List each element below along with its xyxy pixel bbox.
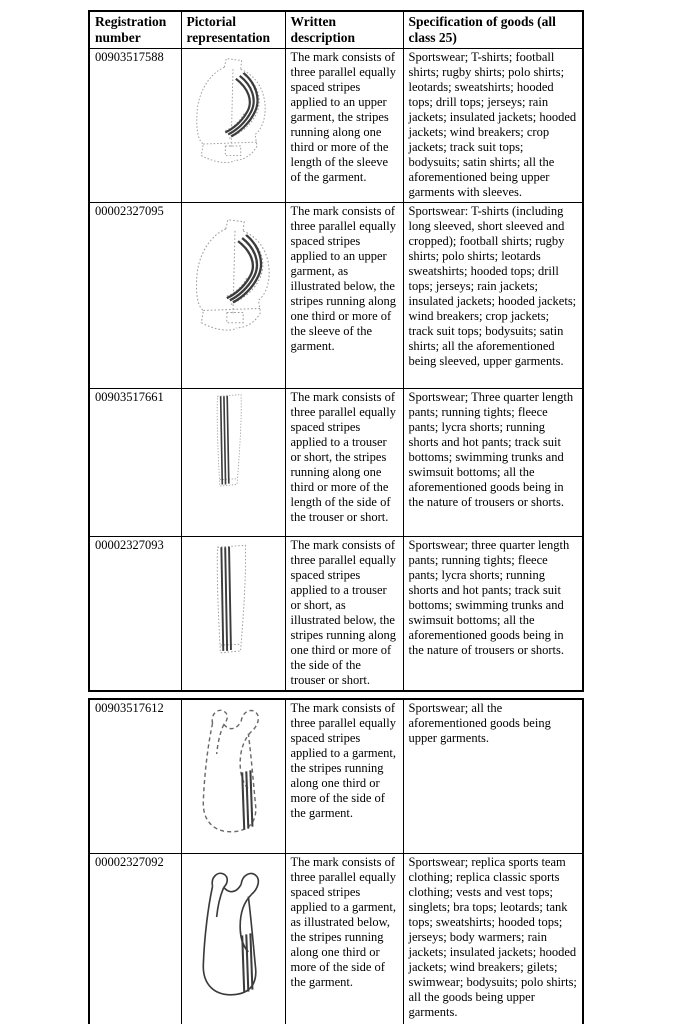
registration-number: 00002327092 — [89, 853, 181, 1024]
trademark-table-lower — [88, 698, 584, 1024]
vest-sketch-icon — [187, 858, 279, 1020]
vest-sketch-icon — [187, 704, 279, 848]
table-row — [89, 537, 583, 692]
table-row — [89, 49, 583, 203]
trouser-sketch-icon — [206, 541, 254, 661]
pictorial-cell — [181, 389, 285, 537]
specification: Sportswear: T-shirts (including long sleeved, short sleeved and cropped); football shirts; rugby shirts; polo shirts; leotards sweatshirts; hooded tops; drill tops; jerseys; rain jackets; insulated jackets; hooded jackets; wind breakers; crop jackets; track suit tops; bodysuits; satin shirts; all the aforementioned being sleeved, upper garments. — [403, 203, 583, 389]
pictorial-cell — [181, 537, 285, 692]
pictorial-cell — [181, 699, 285, 853]
registration-number: 00002327095 — [89, 203, 181, 389]
header-pictorial-representation: Pictorial representation — [181, 11, 285, 49]
pictorial-cell — [181, 853, 285, 1024]
written-description: The mark consists of three parallel equally spaced stripes applied to an upper garment, the stripes running along one third or more of the length of the sleeve of the garment. — [285, 49, 403, 203]
header-row — [89, 11, 583, 49]
written-description: The mark consists of three parallel equally spaced stripes applied to a garment, as illustrated below, the stripes running along one third or more of the side of the garment. — [285, 853, 403, 1024]
specification: Sportswear; three quarter length pants; running tights; fleece pants; lycra shorts; running shorts and hot pants; track suit bottoms; swimming trunks and swimsuit bottoms; all the aforementioned goods being in the nature of trousers or shorts. — [403, 537, 583, 692]
table-row — [89, 203, 583, 389]
written-description: The mark consists of three parallel equally spaced stripes applied to a trouser or short, the stripes running along one third or more of the length of the side of the trouser or short. — [285, 389, 403, 537]
table-row — [89, 699, 583, 853]
table-row — [89, 853, 583, 1024]
written-description: The mark consists of three parallel equally spaced stripes applied to a trouser or short, as illustrated below, the stripes running along one third or more of the side of the trouser or short. — [285, 537, 403, 692]
header-written-description: Written description — [285, 11, 403, 49]
header-registration-number: Registration number — [89, 11, 181, 49]
written-description: The mark consists of three parallel equally spaced stripes applied to an upper garment, as illustrated below, the stripes running along one third or more of the sleeve of the garment. — [285, 203, 403, 389]
jacket-sketch-icon — [184, 207, 286, 365]
specification: Sportswear; Three quarter length pants; running tights; fleece pants; lycra shorts; running shorts and hot pants; track suit bottoms; swimming trunks and swimsuit bottoms; all the aforementioned goods being in the nature of trousers or shorts. — [403, 389, 583, 537]
specification: Sportswear; all the aforementioned goods being upper garments. — [403, 699, 583, 853]
specification: Sportswear; T-shirts; football shirts; rugby shirts; polo shirts; leotards; sweatshirts; hooded tops; drill tops; jerseys; rain jackets; insulated jackets; hooded jackets; wind breakers; crop jackets; track suit tops; bodysuits; satin shirts; all the aforementioned being upper garments with sleeves. — [403, 49, 583, 203]
written-description: The mark consists of three parallel equally spaced stripes applied to a garment, the stripes running along one third or more of the side of the garment. — [285, 699, 403, 853]
pictorial-cell — [181, 203, 285, 389]
registration-number: 00903517588 — [89, 49, 181, 203]
table-row — [89, 389, 583, 537]
registration-number: 00002327093 — [89, 537, 181, 692]
registration-number: 00903517661 — [89, 389, 181, 537]
registration-number: 00903517612 — [89, 699, 181, 853]
trademark-tables — [88, 10, 582, 1024]
jacket-sketch-icon — [185, 53, 281, 189]
trademark-table-upper — [88, 10, 584, 692]
header-specification: Specification of goods (all class 25) — [403, 11, 583, 49]
specification: Sportswear; replica sports team clothing; replica classic sports clothing; vests and vest tops; singlets; bra tops; leotards; tank tops; sweatshirts; hooded tops; jerseys; body warmers; rain jackets; insulated jackets; hooded jackets; wind breakers; gilets; swimwear; bodysuits; polo shirts; all the goods being upper garments. — [403, 853, 583, 1024]
pictorial-cell — [181, 49, 285, 203]
trouser-sketch-icon — [206, 393, 250, 491]
